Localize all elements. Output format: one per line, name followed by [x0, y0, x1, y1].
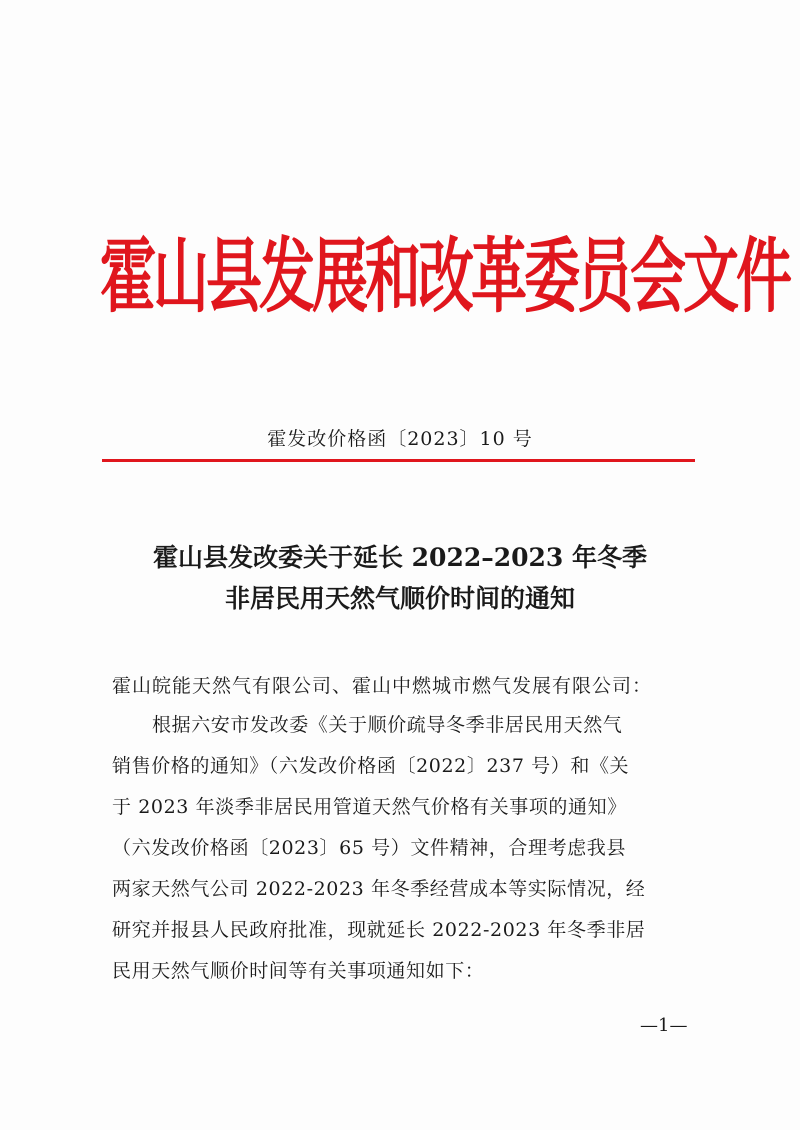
body-line: 根据六安市发改委《关于顺价疏导冬季非居民用天然气 — [152, 714, 623, 736]
body-line: 销售价格的通知》（六发改价格函〔2022〕237 号）和《关 — [112, 755, 630, 777]
document-title — [0, 537, 800, 619]
title-line-1: 霍山县发改委关于延长 2022–2023 年冬季 — [152, 543, 648, 572]
body-line: 两家天然气公司 2022-2023 年冬季经营成本等实际情况，经 — [112, 878, 646, 900]
page-number: —1— — [640, 1015, 688, 1036]
body-line: 于 2023 年淡季非居民用管道天然气价格有关事项的通知》 — [112, 796, 627, 818]
body-line: 民用天然气顺价时间等有关事项通知如下： — [112, 960, 485, 982]
red-divider-line — [102, 459, 695, 462]
body-line: （六发改价格函〔2023〕65 号）文件精神，合理考虑我县 — [112, 837, 626, 859]
document-number: 霍发改价格函〔2023〕10 号 — [267, 428, 533, 450]
document-masthead: 霍山县发展和改革委员会文件 — [100, 230, 789, 325]
addressee: 霍山皖能天然气有限公司、霍山中燃城市燃气发展有限公司： — [112, 675, 653, 697]
body-line: 研究并报县人民政府批准，现就延长 2022-2023 年冬季非居 — [112, 919, 646, 941]
body-paragraph — [112, 705, 712, 992]
title-line-2: 非居民用天然气顺价时间的通知 — [224, 584, 575, 613]
